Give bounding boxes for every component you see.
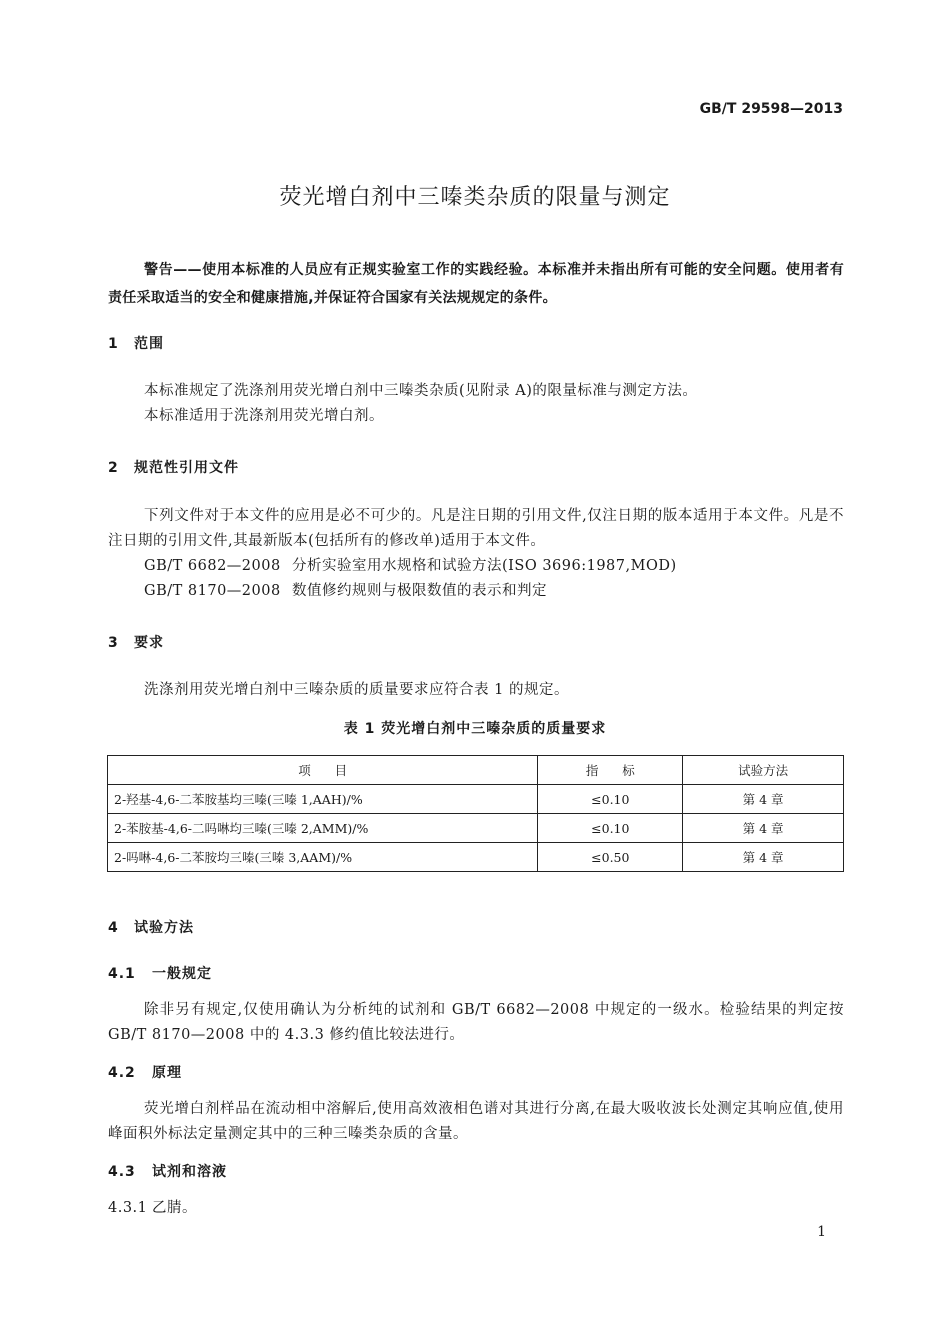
scope-paragraph-1: 本标准规定了洗涤剂用荧光增白剂中三嗪类杂质(见附录 A)的限量标准与测定方法。 [144, 383, 698, 399]
table-1-caption: 表 1 荧光增白剂中三嗪杂质的质量要求 [343, 721, 607, 737]
section-title: 一般规定 [152, 966, 212, 982]
references-intro: 下列文件对于本文件的应用是必不可少的。凡是注日期的引用文件,仅注日期的版本适用于本文件。凡是不注日期的引用文件,其最新版本(包括所有的修改单)适用于本文件。 [108, 508, 844, 549]
cell-item: 2-羟基-4,6-二苯胺基均三嗪(三嗪 1,AAH)/% [108, 785, 538, 814]
scope-paragraph-2: 本标准适用于洗涤剂用荧光增白剂。 [144, 408, 384, 424]
section-title: 试验方法 [134, 920, 194, 936]
cell-limit: ≤0.50 [538, 843, 683, 872]
section-title: 要求 [134, 635, 164, 651]
clause-text: 乙腈。 [152, 1200, 197, 1216]
requirements-paragraph: 洗涤剂用荧光增白剂中三嗪杂质的质量要求应符合表 1 的规定。 [144, 682, 569, 698]
principle-paragraph: 荧光增白剂样品在流动相中溶解后,使用高效液相色谱对其进行分离,在最大吸收波长处测定其响应值,使用峰面积外标法定量测定其中的三种三嗪类杂质的含量。 [108, 1101, 844, 1142]
section-number: 2 [108, 460, 119, 476]
section-title: 试剂和溶液 [152, 1164, 227, 1180]
cell-method: 第 4 章 [683, 785, 844, 814]
section-title: 原理 [152, 1065, 182, 1081]
table-header-row [108, 756, 844, 785]
cell-item: 2-吗啉-4,6-二苯胺均三嗪(三嗪 3,AAM)/% [108, 843, 538, 872]
section-4-2-heading [108, 1062, 182, 1082]
table-row [108, 785, 844, 814]
section-title: 范围 [134, 336, 164, 352]
section-number: 4.1 [108, 966, 136, 982]
section-4-1-heading [108, 963, 212, 983]
cell-limit: ≤0.10 [538, 785, 683, 814]
section-number: 3 [108, 635, 119, 651]
section-title: 规范性引用文件 [134, 460, 239, 476]
clause-number: 4.3.1 [108, 1200, 148, 1216]
warning-text: 警告——使用本标准的人员应有正规实验室工作的实践经验。本标准并未指出所有可能的安全问题。使用者有责任采取适当的安全和健康措施,并保证符合国家有关法规规定的条件。 [108, 262, 844, 306]
general-provisions-paragraph: 除非另有规定,仅使用确认为分析纯的试剂和 GB/T 6682—2008 中规定的一级水。检验结果的判定按 GB/T 8170—2008 中的 4.3.3 修约值比较法进行。 [108, 1002, 844, 1043]
section-number: 4.2 [108, 1065, 136, 1081]
reference-item [144, 554, 677, 575]
column-header-limit: 指 标 [538, 756, 683, 785]
reference-title: 分析实验室用水规格和试验方法(ISO 3696:1987,MOD) [292, 558, 677, 574]
reference-item [144, 579, 547, 600]
table-row [108, 843, 844, 872]
standard-code: GB/T 29598—2013 [699, 101, 843, 117]
cell-item: 2-苯胺基-4,6-二吗啉均三嗪(三嗪 2,AMM)/% [108, 814, 538, 843]
cell-method: 第 4 章 [683, 843, 844, 872]
reference-code: GB/T 6682—2008 [144, 558, 281, 574]
quality-requirements-table [107, 755, 844, 872]
document-title: 荧光增白剂中三嗪类杂质的限量与测定 [279, 185, 671, 210]
section-number: 1 [108, 336, 119, 352]
section-4-heading [108, 917, 194, 937]
table-row [108, 814, 844, 843]
column-header-item: 项 目 [108, 756, 538, 785]
cell-method: 第 4 章 [683, 814, 844, 843]
section-2-heading [108, 457, 239, 477]
page-number: 1 [817, 1224, 826, 1240]
clause-4-3-1 [108, 1196, 844, 1221]
section-number: 4 [108, 920, 119, 936]
reference-title: 数值修约规则与极限数值的表示和判定 [292, 583, 547, 599]
reference-code: GB/T 8170—2008 [144, 583, 281, 599]
column-header-method: 试验方法 [683, 756, 844, 785]
section-3-heading [108, 632, 164, 652]
cell-limit: ≤0.10 [538, 814, 683, 843]
section-1-heading [108, 333, 164, 353]
section-4-3-heading [108, 1161, 227, 1181]
section-number: 4.3 [108, 1164, 136, 1180]
